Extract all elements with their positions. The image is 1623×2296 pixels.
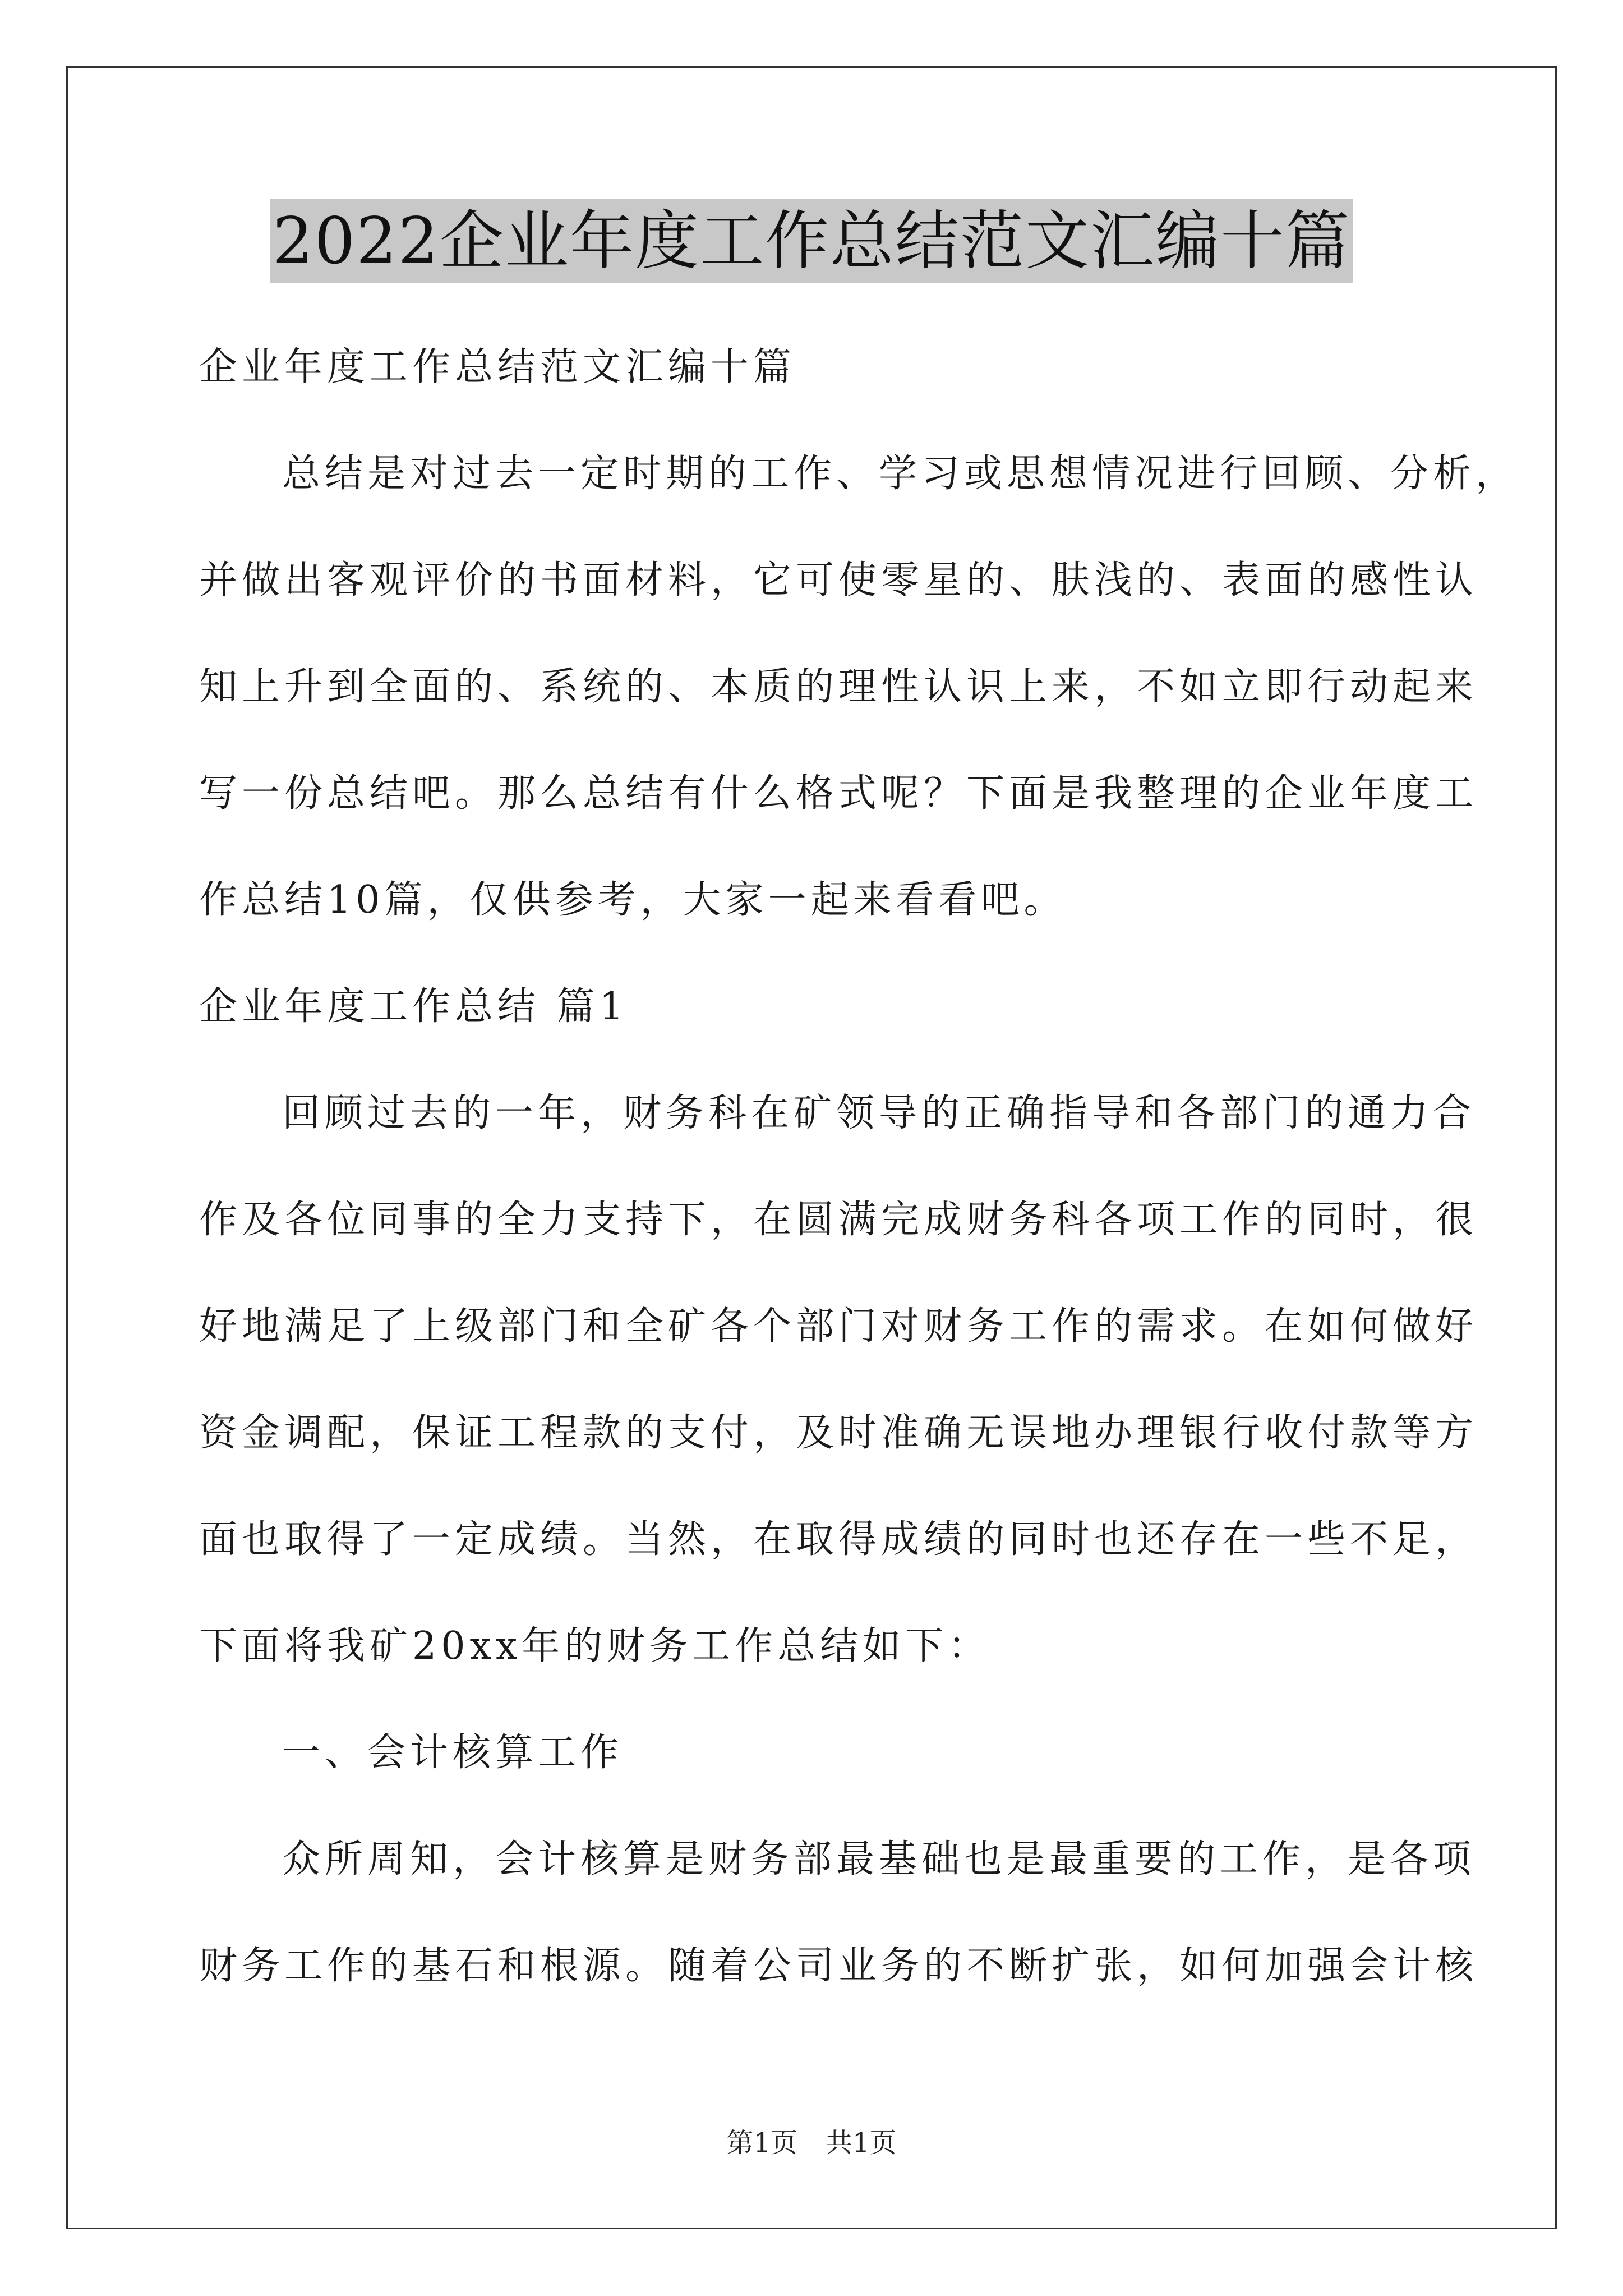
- paragraph-line: 资金调配，保证工程款的支付，及时准确无误地办理银行收付款等方: [199, 1411, 1478, 1455]
- title-container: [0, 199, 1623, 283]
- section-heading: 企业年度工作总结 篇1: [199, 984, 628, 1029]
- paragraph-line: 面也取得了一定成绩。当然，在取得成绩的同时也还存在一些不足，: [199, 1517, 1478, 1562]
- subtitle-line: 企业年度工作总结范文汇编十篇: [199, 345, 796, 389]
- paragraph-line: 作及各位同事的全力支持下，在圆满完成财务科各项工作的同时，很: [199, 1198, 1478, 1242]
- document-title: 2022企业年度工作总结范文汇编十篇: [270, 199, 1353, 283]
- document-body: [199, 314, 1519, 2019]
- paragraph-line: 总结是对过去一定时期的工作、学习或思想情况进行回顾、分析，: [282, 452, 1519, 496]
- page-footer: [0, 2126, 1623, 2160]
- page-total: 共1页: [826, 2127, 897, 2159]
- paragraph-line: 众所周知，会计核算是财务部最基础也是最重要的工作，是各项: [282, 1837, 1476, 1881]
- paragraph-line: 财务工作的基石和根源。随着公司业务的不断扩张，如何加强会计核: [199, 1944, 1478, 1988]
- paragraph-line: 知上升到全面的、系统的、本质的理性认识上来，不如立即行动起来: [199, 665, 1478, 709]
- subsection-heading: 一、会计核算工作: [282, 1731, 624, 1775]
- paragraph-line: 下面将我矿20xx年的财务工作总结如下：: [199, 1624, 991, 1668]
- paragraph-line: 作总结10篇，仅供参考，大家一起来看看吧。: [199, 878, 1067, 922]
- paragraph-line: 写一份总结吧。那么总结有什么格式呢？下面是我整理的企业年度工: [199, 771, 1478, 816]
- page-number: 第1页: [726, 2127, 797, 2159]
- paragraph-line: 并做出客观评价的书面材料，它可使零星的、肤浅的、表面的感性认: [199, 558, 1478, 602]
- paragraph-line: 回顾过去的一年，财务科在矿领导的正确指导和各部门的通力合: [282, 1091, 1476, 1135]
- paragraph-line: 好地满足了上级部门和全矿各个部门对财务工作的需求。在如何做好: [199, 1304, 1478, 1349]
